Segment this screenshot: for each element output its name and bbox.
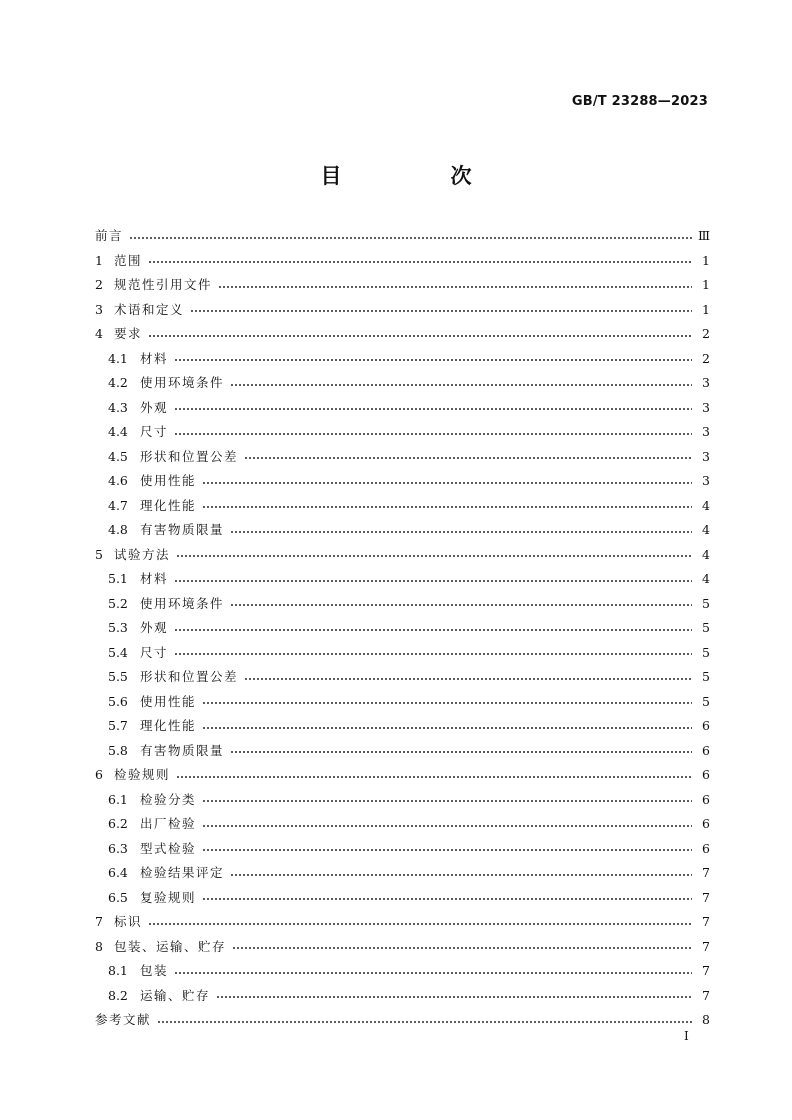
toc-entry-page: Ⅲ [697,228,710,243]
toc-entry-number: 6.3 [108,840,128,856]
toc-entry-number: 7 [95,914,103,929]
toc-entry-page: 7 [702,987,710,1003]
toc-entry-page: 3 [702,375,710,390]
toc-entry[interactable] [95,739,710,764]
toc-dot-leader [202,727,692,729]
toc-dot-leader [157,1021,692,1023]
toc-dot-leader [244,457,692,459]
toc-entry-title: 包装、运输、贮存 [114,938,227,954]
toc-entry[interactable] [95,322,710,347]
toc-dot-leader [202,898,692,900]
toc-dot-leader [232,947,692,949]
toc-entry-title: 使用环境条件 [140,375,225,390]
toc-dot-leader [230,604,692,606]
toc-entry-title: 检验分类 [140,791,197,807]
toc-dot-leader [244,678,692,680]
toc-dot-leader [202,702,692,704]
toc-entry-number: 4.6 [108,473,128,488]
toc-entry-page: 6 [702,816,710,831]
toc-dot-leader [216,996,692,998]
toc-entry-page: 4 [702,571,710,586]
toc-entry-title: 外观 [140,620,169,635]
toc-entry-number: 4.5 [108,448,128,464]
toc-entry-page: 3 [702,473,710,488]
toc-entry-number: 2 [95,277,103,292]
toc-entry[interactable] [95,812,710,837]
toc-entry-number: 4.2 [108,375,128,390]
toc-entry-page: 6 [702,718,710,733]
toc-entry-title: 使用性能 [140,473,197,488]
toc-entry[interactable] [95,837,710,862]
toc-dot-leader [202,849,692,851]
toc-entry-number: 8.2 [108,987,128,1003]
toc-entry-page: 8 [702,1012,710,1027]
toc-dot-leader [230,874,692,876]
toc-entry-page: 2 [702,350,710,366]
toc-dot-leader [190,310,692,312]
toc-dot-leader [202,825,692,827]
toc-entry-number: 5.6 [108,693,128,709]
toc-entry[interactable] [95,347,710,372]
toc-entry-title: 试验方法 [114,546,171,562]
toc-entry-number: 5.2 [108,595,128,611]
toc-entry-title: 运输、贮存 [140,987,211,1003]
toc-entry-number: 4.4 [108,424,128,439]
toc-entry-number: 4.8 [108,522,128,537]
toc-entry[interactable] [95,714,710,739]
toc-entry-page: 6 [702,791,710,807]
toc-entry-title: 参考文献 [95,1012,152,1027]
toc-dot-leader [202,506,692,508]
toc-entry-title: 形状和位置公差 [140,669,239,684]
toc-entry[interactable] [95,641,710,666]
toc-entry-page: 6 [702,742,710,758]
toc-entry-page: 5 [702,644,710,660]
toc-entry-title: 复验规则 [140,889,197,905]
toc-entry-title: 理化性能 [140,497,197,513]
toc-entry[interactable] [95,763,710,788]
toc-entry-title: 理化性能 [140,718,197,733]
toc-entry-title: 有害物质限量 [140,742,225,758]
toc-entry-number: 6.2 [108,816,128,831]
toc-dot-leader [129,237,692,239]
toc-entry-page: 1 [702,277,710,292]
toc-entry-page: 7 [702,938,710,954]
toc-entry[interactable] [95,886,710,911]
toc-title: 目 次 [320,164,516,188]
toc-entry-number: 5.3 [108,620,128,635]
toc-entry[interactable] [95,984,710,1009]
toc-entry-page: 4 [702,522,710,537]
toc-entry-number: 5.5 [108,669,128,684]
toc-entry-number: 5.8 [108,742,128,758]
toc-dot-leader [148,261,692,263]
toc-entry-title: 范围 [114,252,143,268]
standard-code: GB/T 23288—2023 [571,94,708,109]
toc-dot-leader [176,555,692,557]
toc-entry[interactable] [95,518,710,543]
toc-entry-page: 1 [702,252,710,268]
toc-entry[interactable] [95,224,710,249]
toc-entry-page: 5 [702,669,710,684]
toc-entry[interactable] [95,494,710,519]
toc-entry[interactable] [95,298,710,323]
toc-entry-page: 7 [702,889,710,905]
toc-dot-leader [174,408,692,410]
toc-dot-leader [230,384,692,386]
toc-entry-number: 4.1 [108,350,128,366]
toc-entry-title: 使用性能 [140,693,197,709]
toc-entry-number: 8 [95,938,103,954]
toc-entry[interactable] [95,396,710,421]
toc-entry-page: 6 [702,767,710,782]
toc-entry-page: 1 [702,301,710,317]
toc-entry-title: 材料 [140,571,169,586]
toc-entry-title: 检验结果评定 [140,865,225,880]
toc-entry-title: 外观 [140,399,169,415]
toc-entry-title: 前言 [95,228,124,243]
toc-dot-leader [202,800,692,802]
toc-dot-leader [174,653,692,655]
toc-entry[interactable] [95,959,710,984]
toc-entry-title: 尺寸 [140,644,169,660]
toc-entry-number: 5.7 [108,718,128,733]
toc-entry-page: 3 [702,424,710,439]
toc-entry-number: 6.1 [108,791,128,807]
toc-entry[interactable] [95,1008,710,1033]
toc-entry[interactable] [95,371,710,396]
toc-entry-title: 标识 [114,914,143,929]
toc-entry[interactable] [95,249,710,274]
toc-entry[interactable] [95,910,710,935]
toc-entry-title: 出厂检验 [140,816,197,831]
table-of-contents [95,224,710,1033]
toc-entry-title: 有害物质限量 [140,522,225,537]
toc-entry-title: 要求 [114,326,143,341]
toc-dot-leader [174,359,692,361]
toc-dot-leader [174,433,692,435]
toc-entry-title: 规范性引用文件 [114,277,213,292]
toc-dot-leader [230,751,692,753]
toc-entry[interactable] [95,665,710,690]
toc-dot-leader [148,923,692,925]
toc-dot-leader [174,580,692,582]
toc-entry[interactable] [95,592,710,617]
toc-dot-leader [176,776,692,778]
toc-entry-page: 6 [702,840,710,856]
toc-entry[interactable] [95,273,710,298]
toc-dot-leader [148,335,692,337]
toc-entry[interactable] [95,616,710,641]
toc-entry-title: 型式检验 [140,840,197,856]
toc-entry-title: 检验规则 [114,767,171,782]
toc-entry-number: 5 [95,546,103,562]
toc-entry-page: 7 [702,865,710,880]
toc-entry[interactable] [95,567,710,592]
toc-entry-page: 5 [702,595,710,611]
page-number: Ⅰ [684,1029,689,1043]
toc-entry-number: 6 [95,767,103,782]
toc-entry[interactable] [95,935,710,960]
toc-entry-number: 3 [95,301,103,317]
toc-entry-number: 6.5 [108,889,128,905]
toc-dot-leader [174,972,692,974]
toc-entry[interactable] [95,861,710,886]
toc-entry[interactable] [95,543,710,568]
toc-entry-title: 尺寸 [140,424,169,439]
toc-dot-leader [218,286,692,288]
toc-entry[interactable] [95,690,710,715]
toc-entry[interactable] [95,788,710,813]
toc-entry[interactable] [95,469,710,494]
toc-entry-title: 包装 [140,963,169,978]
toc-entry-page: 2 [702,326,710,341]
toc-entry-number: 5.1 [108,571,128,586]
toc-entry-number: 6.4 [108,865,128,880]
toc-entry-number: 1 [95,252,103,268]
toc-entry-title: 术语和定义 [114,301,185,317]
toc-entry-page: 3 [702,448,710,464]
toc-entry-page: 7 [702,963,710,978]
toc-entry[interactable] [95,420,710,445]
toc-entry-title: 使用环境条件 [140,595,225,611]
toc-dot-leader [202,482,692,484]
toc-entry-number: 4 [95,326,103,341]
toc-entry-page: 5 [702,620,710,635]
toc-entry-number: 5.4 [108,644,128,660]
toc-entry-number: 4.7 [108,497,128,513]
toc-entry-page: 4 [702,546,710,562]
toc-entry-page: 4 [702,497,710,513]
toc-dot-leader [230,531,692,533]
toc-entry-page: 5 [702,693,710,709]
toc-entry-number: 8.1 [108,963,128,978]
toc-entry-page: 3 [702,399,710,415]
toc-dot-leader [174,629,692,631]
toc-entry-page: 7 [702,914,710,929]
toc-entry-title: 形状和位置公差 [140,448,239,464]
toc-entry-number: 4.3 [108,399,128,415]
toc-entry-title: 材料 [140,350,169,366]
toc-entry[interactable] [95,445,710,470]
